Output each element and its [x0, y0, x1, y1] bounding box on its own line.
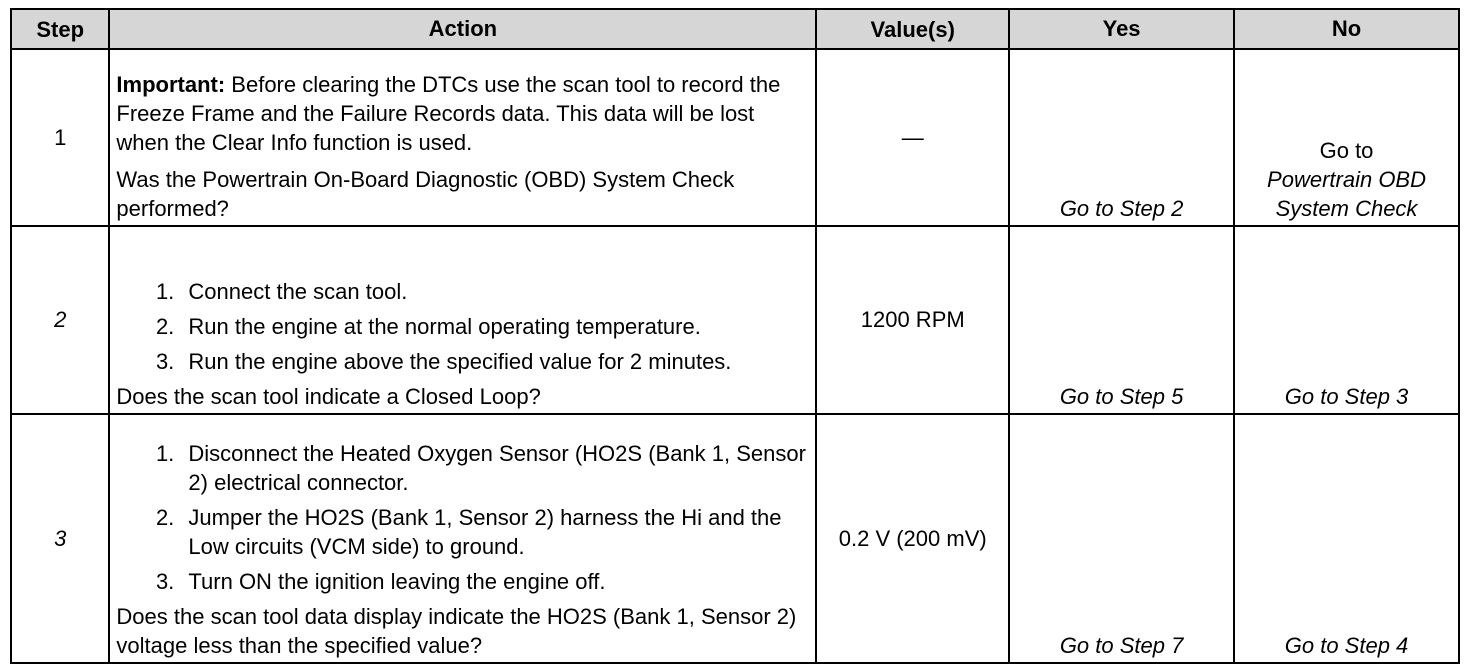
yes-goto: Go to Step 7	[1009, 414, 1234, 663]
table-row	[11, 49, 1459, 226]
no-goto-prefix: Go to	[1319, 137, 1374, 163]
action-step-item: 3. Turn ON the ignition leaving the engine off.	[180, 567, 809, 596]
no-goto: Go to Step 3	[1234, 226, 1459, 415]
important-text: Before clearing the DTCs use the scan tool to record the Freeze Frame and the Failure Records data. This data will be lost when the Clear Info function is used.	[116, 71, 781, 155]
action-steps	[116, 439, 809, 596]
no-goto: Go to Step 4	[1234, 414, 1459, 663]
action-step-item: 2. Run the engine at the normal operating temperature.	[180, 312, 809, 341]
header-action: Action	[109, 9, 816, 49]
important-note	[116, 70, 809, 157]
step-number: 2	[11, 226, 109, 415]
no-goto	[1234, 49, 1459, 226]
step-number: 3	[11, 414, 109, 663]
action-cell	[109, 49, 816, 226]
action-step-item: 1. Connect the scan tool.	[180, 277, 809, 306]
action-step-item: 1. Disconnect the Heated Oxygen Sensor (HO2S (Bank 1, Sensor 2) electrical connector.	[180, 439, 809, 497]
value-cell: 1200 RPM	[816, 226, 1009, 415]
table-row	[11, 226, 1459, 415]
value-cell: —	[816, 49, 1009, 226]
header-values: Value(s)	[816, 9, 1009, 49]
header-step: Step	[11, 9, 109, 49]
value-cell: 0.2 V (200 mV)	[816, 414, 1009, 663]
action-step-item: 3. Run the engine above the specified value for 2 minutes.	[180, 347, 809, 376]
no-goto-link: Powertrain OBD System Check	[1267, 166, 1426, 221]
step-number: 1	[11, 49, 109, 226]
header-no: No	[1234, 9, 1459, 49]
action-cell	[109, 414, 816, 663]
step-question: Does the scan tool data display indicate the HO2S (Bank 1, Sensor 2) voltage less than the specified value?	[116, 604, 797, 658]
action-step-item: 2. Jumper the HO2S (Bank 1, Sensor 2) harness the Hi and the Low circuits (VCM side) to ground.	[180, 503, 809, 561]
table-row	[11, 414, 1459, 663]
action-cell	[109, 226, 816, 415]
header-row	[11, 9, 1459, 49]
yes-goto: Go to Step 5	[1009, 226, 1234, 415]
important-label: Important:	[116, 71, 226, 97]
header-yes: Yes	[1009, 9, 1234, 49]
diagnostic-table	[10, 8, 1460, 664]
step-question: Was the Powertrain On-Board Diagnostic (OBD) System Check performed?	[116, 166, 735, 221]
yes-goto: Go to Step 2	[1009, 49, 1234, 226]
action-steps	[116, 277, 809, 376]
step-question: Does the scan tool indicate a Closed Loop?	[116, 384, 541, 410]
